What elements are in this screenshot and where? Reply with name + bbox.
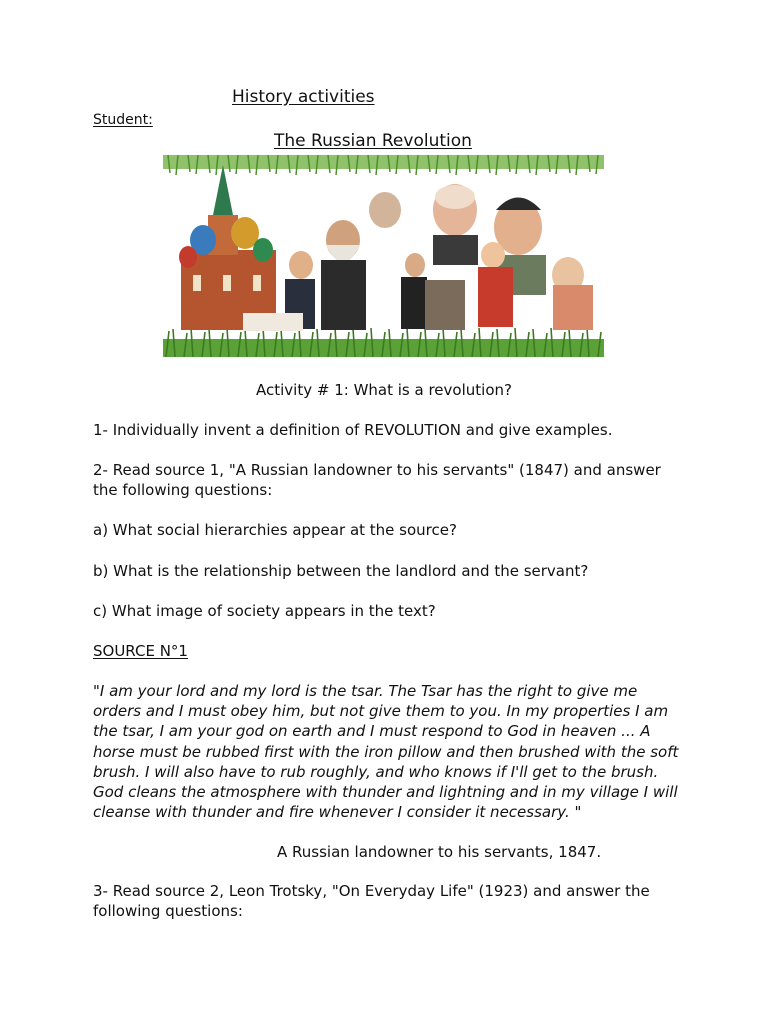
student-label: Student: — [93, 112, 153, 128]
question-3: 3- Read source 2, Leon Trotsky, "On Everyday Life" (1923) and answer the following questions: — [93, 882, 650, 920]
question-1: 1- Individually invent a definition of REVOLUTION and give examples. — [93, 421, 613, 439]
russian-revolution-banner-image — [163, 155, 604, 357]
source-1-heading: SOURCE N°1 — [93, 642, 188, 660]
source-1-quote: "I am your lord and my lord is the tsar. The Tsar has the right to give me orders and I must obey him, but not give them to you. In my properties I am the tsar, I am your god on earth and I must respond to God in heaven ... A horse must be rubbed first with the iron pillow and then brushed with the soft brush. I will also have to rub roughly, and who knows if I'll get to the brush. God cleans the atmosphere with thunder and lightning and in my village I will cleanse with thunder and fire whenever I consider it necessary. " — [93, 682, 679, 822]
activity-heading: Activity # 1: What is a revolution? — [256, 381, 512, 399]
source-1-attribution: A Russian landowner to his servants, 1847. — [277, 843, 602, 861]
page-subtitle: The Russian Revolution — [274, 131, 472, 151]
page-title: History activities — [232, 87, 375, 107]
question-a: a) What social hierarchies appear at the source? — [93, 521, 457, 539]
question-c: c) What image of society appears in the text? — [93, 602, 436, 620]
question-2: 2- Read source 1, "A Russian landowner to his servants" (1847) and answer the following questions: — [93, 461, 661, 499]
question-b: b) What is the relationship between the landlord and the servant? — [93, 562, 589, 580]
